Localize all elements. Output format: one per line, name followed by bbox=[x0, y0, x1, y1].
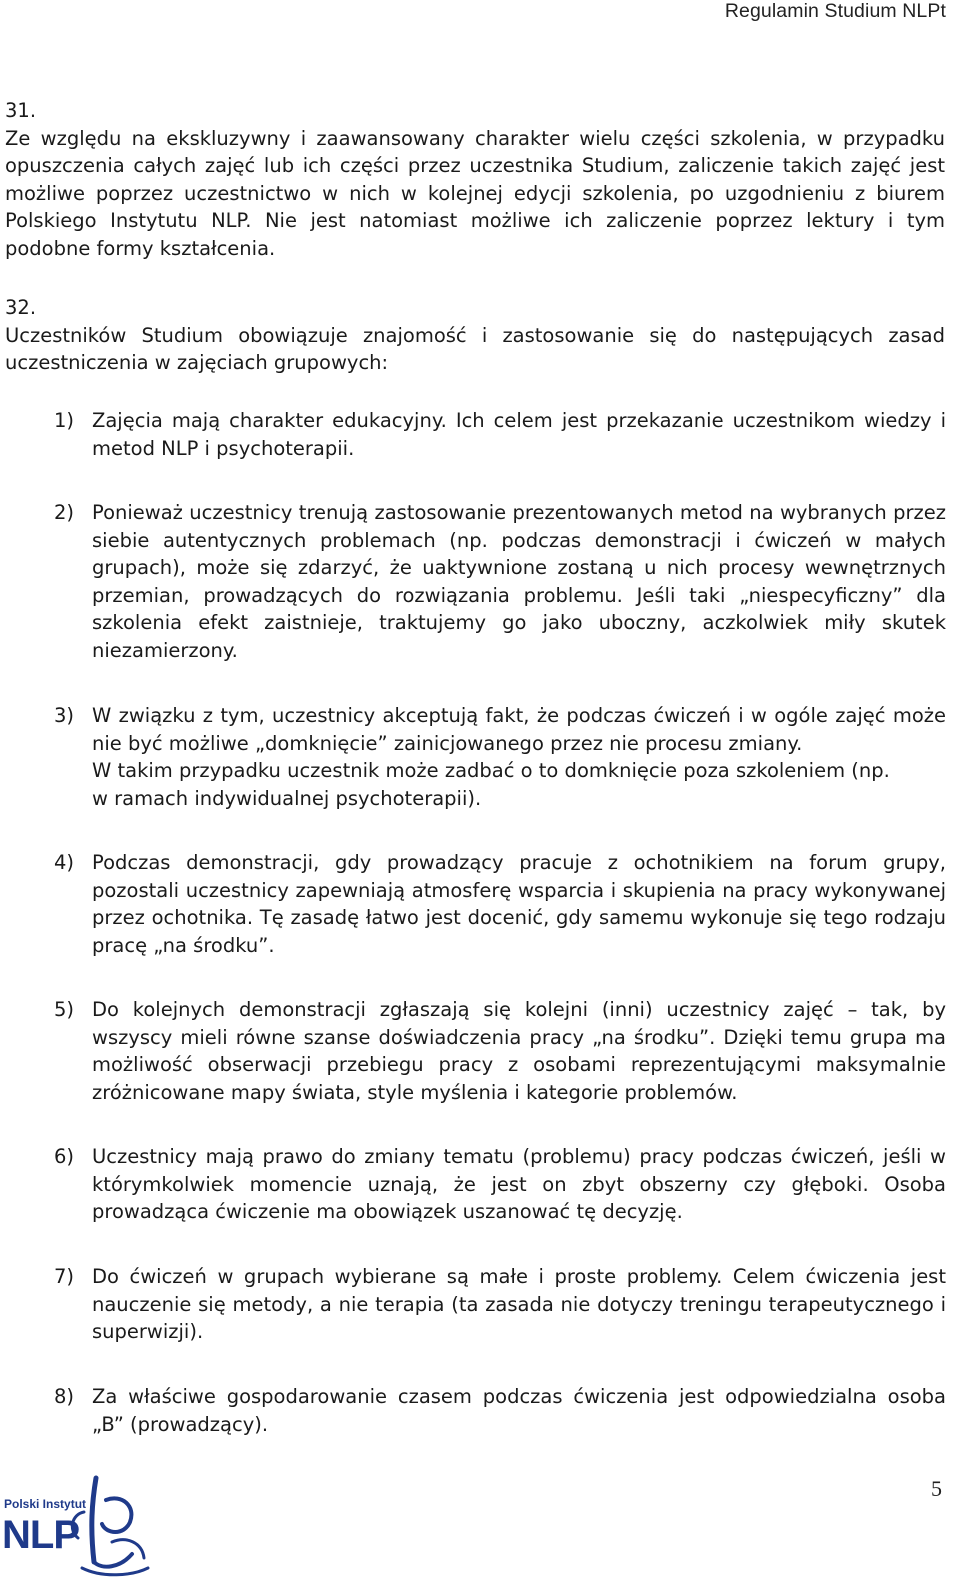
rule-text: Zajęcia mają charakter edukacyjny. Ich celem jest przekazanie uczestnikom wiedzy i metod NLP i psychoterapii. bbox=[92, 409, 946, 460]
rule-marker: 6) bbox=[54, 1145, 75, 1168]
section-text: Ze względu na ekskluzywny i zaawansowany charakter wielu części szkolenia, w przypadku opuszczenia całych zajęć lub ich części przez uczestnika Studium, zaliczenie takich zajęć jest możliwe poprzez uczestnictwo w nich w kolejnej edycji szkolenia, po uzgodnieniu z biurem Polskiego Instytutu NLP. Nie jest natomiast możliwe ich zaliczenie poprzez lektury i tym podobne formy kształcenia. bbox=[5, 126, 945, 260]
rule-text: Do kolejnych demonstracji zgłaszają się kolejni (inni) uczestnicy zajęć – tak, by wszyscy mieli równe szanse doświadczenia pracy „na środku”. Dzięki temu grupa ma możliwość obserwacji przebiegu pracy z osobami reprezentującymi maksymalnie zróżnicowane mapy świata, style myślenia i kategorie problemów. bbox=[92, 998, 946, 1104]
rule-text: Podczas demonstracji, gdy prowadzący pracuje z ochotnikiem na forum grupy, pozostali uczestnicy zapewniają atmosferę wsparcia i skupienia na pracy wykonywanej przez ochotnika. Tę zasadę łatwo jest docenić, gdy samemu wykonuje się tego rodzaju pracę „na środku”. bbox=[92, 851, 946, 957]
logo-text-line1: Polski Instytut bbox=[4, 1497, 87, 1511]
section-number: 31. bbox=[5, 99, 37, 122]
section-number: 32. bbox=[5, 296, 37, 319]
polski-instytut-nlp-logo bbox=[2, 1472, 152, 1582]
rule-marker: 4) bbox=[54, 851, 75, 874]
rule-text-continued: W takim przypadku uczestnik może zadbać o to domknięcie poza szkoleniem (np. bbox=[92, 759, 890, 783]
section-text: Uczestników Studium obowiązuje znajomość i zastosowanie się do następujących zasad uczestniczenia w zajęciach grupowych: bbox=[5, 323, 945, 375]
rule-item bbox=[54, 849, 946, 959]
rule-item bbox=[54, 996, 946, 1106]
rule-item bbox=[54, 1143, 946, 1226]
section-31 bbox=[5, 97, 945, 263]
rule-text: Uczestnicy mają prawo do zmiany tematu (problemu) pracy podczas ćwiczeń, jeśli w którymkolwiek momencie uznają, że jest on zbyt obszerny czy głęboki. Osoba prowadząca ćwiczenie ma obowiązek uszanować tę decyzję. bbox=[92, 1145, 946, 1224]
rule-text: Za właściwe gospodarowanie czasem podczas ćwiczenia jest odpowiedzialna osoba „B” (prowadzący). bbox=[92, 1385, 946, 1436]
rule-text: Do ćwiczeń w grupach wybierane są małe i proste problemy. Celem ćwiczenia jest nauczenie się metody, a nie terapia (ta zasada nie dotyczy treningu terapeutycznego i superwizji). bbox=[92, 1265, 946, 1344]
rule-marker: 2) bbox=[54, 501, 75, 524]
logo-text-nlp: NLP bbox=[2, 1513, 79, 1557]
rule-item bbox=[54, 1383, 946, 1438]
rule-marker: 3) bbox=[54, 704, 75, 727]
rule-text: W związku z tym, uczestnicy akceptują fakt, że podczas ćwiczeń i w ogóle zajęć może nie być możliwe „domknięcie” zainicjowanego przez nie procesu zmiany. bbox=[92, 704, 946, 755]
rule-marker: 1) bbox=[54, 409, 75, 432]
rule-text-continued: w ramach indywidualnej psychoterapii). bbox=[92, 786, 482, 810]
rule-item bbox=[54, 1263, 946, 1346]
section-32 bbox=[5, 294, 945, 377]
rule-item bbox=[54, 499, 946, 665]
rule-marker: 5) bbox=[54, 998, 75, 1021]
rule-marker: 8) bbox=[54, 1385, 75, 1408]
rule-item bbox=[54, 407, 946, 462]
rule-item bbox=[54, 702, 946, 812]
page-number: 5 bbox=[931, 1476, 942, 1501]
logo-swirl-icon bbox=[72, 1478, 148, 1575]
rule-marker: 7) bbox=[54, 1265, 75, 1288]
rule-text: Ponieważ uczestnicy trenują zastosowanie prezentowanych metod na wybranych przez siebie autentycznych problemach (np. podczas demonstracji i ćwiczeń w małych grupach), może się zdarzyć, że uaktywnione zostaną u nich procesy wewnętrznych przemian, prowadzących do rozwiązania problemu. Jeśli taki „niespecyficzny” dla szkolenia efekt zaistnieje, traktujemy go jako uboczny, aczkolwiek miły skutek niezamierzony. bbox=[92, 501, 946, 662]
running-header: Regulamin Studium NLPt bbox=[724, 0, 946, 22]
